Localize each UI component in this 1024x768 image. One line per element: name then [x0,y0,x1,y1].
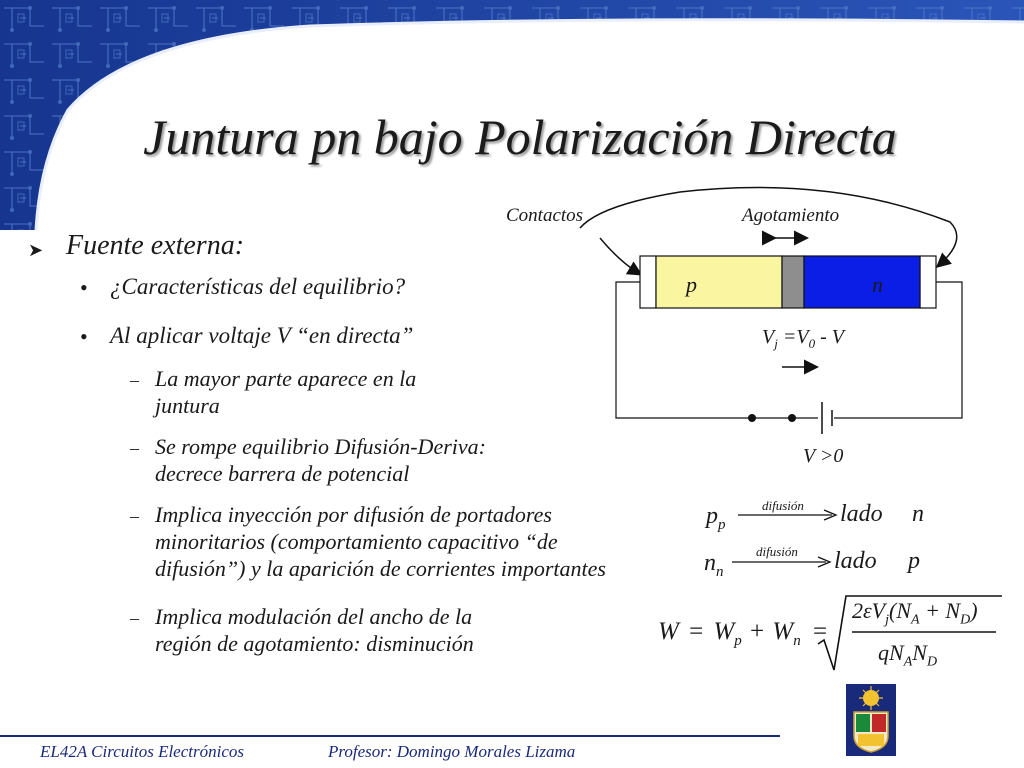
bullet-item-4 [155,603,474,657]
dash-bullet-icon: – [130,506,139,526]
eq-pp: $p_p$ [706,503,726,533]
bullet-dot-icon: • [80,324,88,349]
footer-course: EL42A Circuitos Electrónicos [40,742,244,761]
left-contact [640,256,656,308]
eq-nn: $n_n$ [704,550,724,580]
bullet-main: Fuente externa: [66,230,245,261]
eq-nn-target: lado [834,548,877,574]
eq-pp-target: lado [840,501,883,527]
bullet-item-3-line3: difusión”) y la aparición de corrientes importantes [155,556,606,581]
bullet-item-3-line2: minoritarios (comportamiento capacitivo “de [155,529,558,554]
bullet-item-2-line1: Se rompe equilibrio Difusión-Deriva: [155,434,486,459]
bullet-sub-voltage: Al aplicar voltaje V “en directa” [110,323,414,348]
bullet-item-4-line1: Implica modulación del ancho de la [155,604,473,629]
width-formula-lhs: $W = W_p + W_n$ = [658,618,828,649]
label-contacts: Contactos [506,205,584,226]
bullet-dot-icon: • [80,275,88,300]
dash-bullet-icon: – [130,438,139,458]
university-crest-logo [846,684,896,756]
bullet-item-1-line1: La mayor parte aparece en la [155,366,417,391]
arrow-bullet-icon: ➤ [28,240,44,260]
circuit-node-right [788,414,796,422]
slide-title: Juntura pn bajo Polarización Directa [143,109,897,165]
eq-pp-side: n [912,501,924,527]
contacts-arrow-left [600,238,640,274]
diffusion-arrow-2 [730,555,840,569]
circuit-node-left [748,414,756,422]
bullet-item-4-line2: región de agotamiento: disminución [155,631,474,656]
junction-voltage-label: $V_j =V_0 - V$ [762,326,844,351]
source-voltage-label: V >0 [803,445,844,467]
p-region [656,256,782,308]
label-n-region: n [872,272,883,297]
diffusion-arrow-1 [736,508,846,522]
eq-nn-over: difusión [756,544,798,559]
n-region [804,256,920,308]
bullet-item-1 [155,365,416,419]
bullet-item-2 [155,433,486,487]
bullet-item-3-line1: Implica inyección por difusión de portadores [155,502,552,527]
width-formula-numerator: $2\varepsilon V_j(N_A + N_D)$ [852,598,978,628]
eq-pp-over: difusión [762,498,804,513]
footer-professor: Profesor: Domingo Morales Lizama [328,742,576,761]
depletion-region [782,256,804,308]
label-depletion: Agotamiento [742,205,840,226]
dash-bullet-icon: – [130,370,139,390]
bullet-item-2-line2: decrece barrera de potencial [155,461,410,486]
eq-nn-side: p [908,548,920,574]
dash-bullet-icon: – [130,608,139,628]
right-contact [920,256,936,308]
bullet-item-3 [155,501,606,582]
label-p-region: p [686,272,697,297]
bullet-sub-equilibrium: ¿Características del equilibrio? [110,274,406,299]
width-formula-denominator: $qN_AN_D$ [878,640,938,670]
bullet-item-1-line2: juntura [155,393,220,418]
